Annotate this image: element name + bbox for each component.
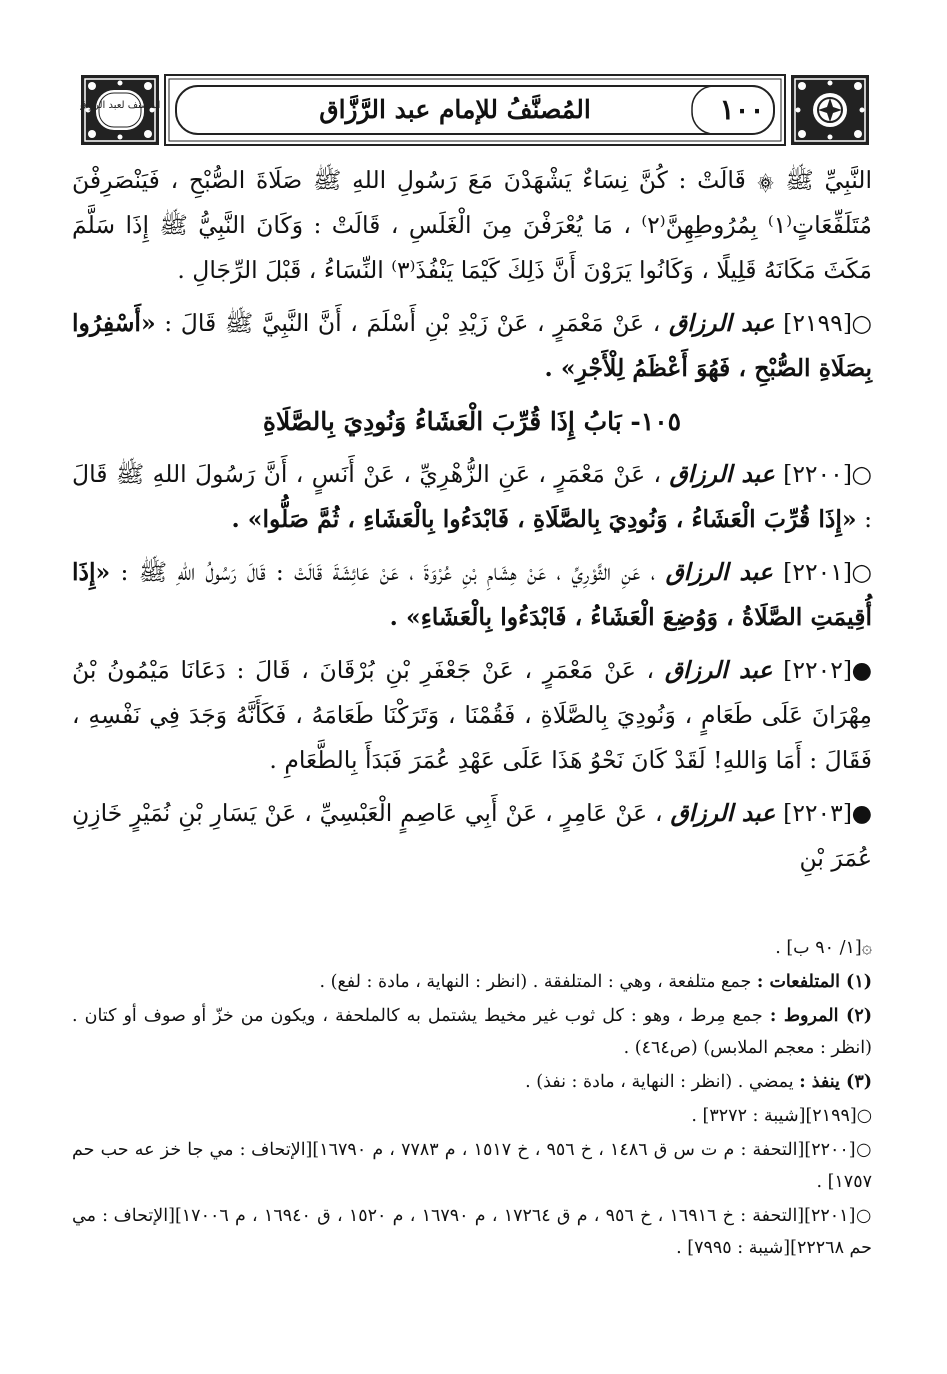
- footnote-text: جمع متلفعة ، وهي : المتلفقة . (انظر : النهاية ، مادة : لفع) .: [319, 972, 752, 992]
- ornament-left-icon: [80, 74, 160, 146]
- footnote-3: [72, 1066, 872, 1098]
- ornament-right-icon: [790, 74, 870, 146]
- main-text: [72, 158, 872, 881]
- chain-of-narration: ، عَنْ مَعْمَرٍ ، عَنْ زَيْدِ بْنِ أَسْلَمَ ، أَنَّ النَّبِيَّ ﷺ قَالَ :: [164, 309, 661, 337]
- hollow-circle-marker: ○: [851, 309, 872, 337]
- chain-of-narration: ، عَنْ مَعْمَرٍ ، عَنِ الزُّهْرِيِّ ، عَنْ أَنَسٍ ، أَنَّ رَسُولَ اللهِ ﷺ قَالَ :: [72, 460, 872, 533]
- hadith-text: «إِذَا قُرِّبَ الْعَشَاءُ ، وَنُودِيَ بِالصَّلَاةِ ، فَابْدَءُوا بِالْعَشَاءِ ، ثُمَّ صَلُّوا» .: [231, 505, 857, 533]
- page-number: ١٠٠: [719, 93, 765, 126]
- page-header: [80, 74, 870, 146]
- title-frame: [164, 74, 786, 146]
- footnote-1: [72, 966, 872, 998]
- hadith-number: [٢٢٠٣]: [783, 799, 852, 827]
- chain-of-narration: ، عَنِ الثَّوْرِيِّ ، عَنْ هِشَامِ بْنِ عُرْوَةَ ، عَنْ عَائِشَةَ قَالَتْ : قَالَ رَسُولُ اللهِ ﷺ :: [120, 558, 656, 586]
- chain-of-narration: ، عَنْ مَعْمَرٍ ، عَنْ جَعْفَرِ بْنِ بُرْقَانَ ، قَالَ : دَعَانَا مَيْمُونُ بْنُ مِهْرَانَ عَلَى طَعَامٍ ، وَنُودِيَ بِالصَّلَاةِ ، فَقُمْنَا ، وَتَرَكْنَا طَعَامَهُ ، فَكَأَنَّهُ وَجَدَ فِي نَفْسِهِ ، فَقَالَ : أَمَا وَاللهِ! لَقَدْ كَانَ نَحْوُ هَذَا عَلَى عَهْدِ عُمَرَ فَبَدَأَ بِالطَّعَامِ .: [72, 656, 872, 774]
- running-title: المُصنَّفُ للإمام عبد الرَّزَّاق: [319, 95, 591, 124]
- hadith-2200: [72, 452, 872, 542]
- chain-of-narration: ، عَنْ عَامِرٍ ، عَنْ أَبِي عَاصِمٍ الْعَبْسِيِّ ، عَنْ يَسَارِ بْنِ نُمَيْرٍ خَازِنِ عُمَرَ بْنِ: [72, 799, 872, 872]
- narrator-name: عبد الرزاق: [669, 309, 775, 337]
- filled-circle-marker: ●: [851, 799, 872, 827]
- hadith-number: [٢١٩٩]: [783, 309, 852, 337]
- footnote-term: (٣) ينفذ :: [799, 1072, 872, 1092]
- reference-2200: ○[٢٢٠٠][التحفة : م ت س ق ١٤٨٦ ، خ ٩٥٦ ، خ ١٥١٧ ، م ٧٧٨٣ ، م ١٦٧٩٠][الإتحاف : مي جا خز عه حب حم ١٧٥٧] .: [72, 1140, 873, 1192]
- narrator-name: عبد الرزاق: [665, 558, 773, 586]
- hadith-2202: [72, 648, 872, 783]
- footnotes: [72, 932, 872, 1264]
- hollow-circle-marker: ○: [851, 558, 872, 586]
- footnote-term: (٢) المروط :: [769, 1006, 872, 1026]
- reference-2199: ○[٢١٩٩][شيبة : ٣٢٧٢] .: [691, 1106, 872, 1126]
- filled-circle-marker: ●: [851, 656, 872, 684]
- hadith-number: [٢٢٠٠]: [783, 460, 852, 488]
- folio-reference: ۞[١/ ٩٠ ب] .: [775, 938, 872, 958]
- hadith-text: «إِذَا أُقِيمَتِ الصَّلَاةُ ، وَوُضِعَ الْعَشَاءُ ، فَابْدَءُوا بِالْعَشَاءِ» .: [72, 558, 872, 631]
- footnote-text: جمع مِرط ، وهو : كل ثوب غير مخيط يشتمل به كالملحفة ، ويكون من خزّ أو صوف أو كتان . (انظر : معجم الملابس) (ص٤٦٤) .: [72, 1006, 872, 1058]
- hadith-text: «أَسْفِرُوا بِصَلَاةِ الصُّبْحِ ، فَهُوَ أَعْظَمُ لِلْأَجْرِ» .: [72, 309, 872, 382]
- footnote-text: يمضي . (انظر : النهاية ، مادة : نفذ) .: [525, 1072, 794, 1092]
- narrator-name: عبد الرزاق: [664, 656, 773, 684]
- hadith-2201: [72, 550, 872, 640]
- reference-2201: ○[٢٢٠١][التحفة : خ ١٦٩١٦ ، خ ٩٥٦ ، م ق ١٧٢٦٤ ، م ١٦٧٩٠ ، م ١٥٢٠ ، ق ١٦٩٤٠ ، م ١٧٠٠٦][الإتحاف : مي حم ٢٢٢٦٨][شيبة : ٧٩٩٥] .: [72, 1206, 872, 1258]
- narrator-name: عبد الرزاق: [670, 799, 776, 827]
- chapter-heading: ١٠٥- بَابُ إِذَا قُرِّبَ الْعَشَاءُ وَنُودِيَ بِالصَّلَاةِ: [262, 407, 682, 436]
- hadith-2203: [72, 791, 872, 881]
- continuation-paragraph: النَّبِيِّ ﷺ ۞ قَالَتْ : كُنَّ نِسَاءٌ يَشْهَدْنَ مَعَ رَسُولِ اللهِ ﷺ صَلَاةَ الصُّبْحِ ، فَيَنْصَرِفْنَ مُتَلَفِّعَاتٍ⁽١⁾ بِمُرُوطِهِنَّ⁽٢⁾ ، مَا يُعْرَفْنَ مِنَ الْغَلَسِ ، قَالَتْ : وَكَانَ النَّبِيُّ ﷺ إِذَا سَلَّمَ مَكَثَ مَكَانَهُ قَلِيلًا ، وَكَانُوا يَرَوْنَ أَنَّ ذَلِكَ كَيْمَا يَنْفُذَ⁽٣⁾ النِّسَاءُ ، قَبْلَ الرِّجَالِ .: [72, 166, 872, 284]
- footnote-2: [72, 1000, 872, 1064]
- narrator-name: عبد الرزاق: [669, 460, 775, 488]
- ornament-right: [790, 74, 870, 146]
- hollow-circle-marker: ○: [851, 460, 872, 488]
- hadith-number: [٢٢٠١]: [783, 558, 852, 586]
- logo-text: المصنف لعبد الرزاق: [80, 100, 160, 111]
- footnote-term: (١) المتلفعات :: [756, 972, 872, 992]
- publisher-logo: [80, 74, 160, 146]
- hadith-number: [٢٢٠٢]: [783, 656, 852, 684]
- hadith-2199: [72, 301, 872, 391]
